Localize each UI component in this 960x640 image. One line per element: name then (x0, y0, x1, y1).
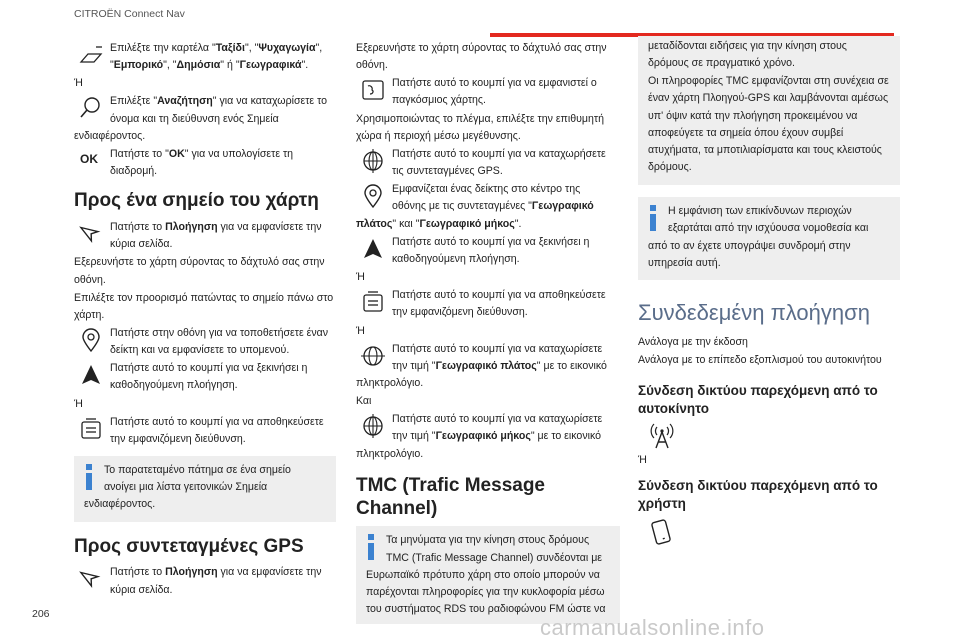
paragraph: Ανάλογα με την έκδοση (638, 336, 748, 349)
column-3 (638, 40, 900, 548)
text: Πατήστε το " (110, 147, 169, 160)
instruction-row (74, 40, 336, 74)
text: όνομα και τη διεύθυνση ενός Σημεία (110, 112, 279, 125)
text: Η εμφάνιση των επικίνδυνων περιοχών (668, 205, 852, 218)
text: εξαρτάται από την ισχύουσα νομοθεσία και (668, 222, 869, 235)
text: την τιμή " (392, 430, 436, 443)
map-edit-icon (78, 42, 104, 68)
text: παγκόσμιος χάρτης. (392, 94, 486, 107)
text: οθόνης με τις συντεταγμένες " (392, 200, 532, 213)
column-2 (356, 40, 620, 632)
text: Πατήστε αυτό το κουμπί για να καταχωρίσετε (392, 342, 603, 355)
save-icon (78, 416, 104, 442)
text: " με το εικονικό (536, 359, 607, 372)
info-icon (650, 205, 656, 231)
text: Το παρατεταμένο πάτημα σε ένα σημείο (104, 464, 291, 477)
location-pin-icon (78, 327, 104, 353)
ok-icon: OK (80, 151, 98, 166)
text: Πατήστε στην οθόνη για να τοποθετήσετε έναν δείκτη και να εμφανίσετε το υπομενού. (110, 326, 329, 357)
paragraph: Οι πληροφορίες TMC εμφανίζονται στη συνέχεια σε έναν χάρτη Πλοηγού-GPS και λαμβάνονται αμέσως υπ' όψιν κατά την πλοήγηση προκειμένου να αποφεύγετε τα σημεία όπου έχουν συμβεί ατυχήματα, τα μποτιλιαρίσματα και τους κλειστούς δρόμους. (648, 75, 889, 174)
instruction-row (74, 414, 336, 448)
text: " με το εικονικό (530, 430, 602, 443)
instruction-row (356, 181, 620, 232)
button-name: Αναζήτηση (157, 95, 213, 108)
text: Εμφανίζεται ένας δείκτης στο κέντρο της (392, 183, 581, 196)
text: Επιλέξτε " (110, 95, 158, 108)
paragraph: Επιλέξτε τον προορισμό πατώντας το σημείο πάνω στο χάρτη. (74, 291, 334, 321)
paragraph: Εξερευνήστε το χάρτη σύροντας το δάχτυλό σας στην οθόνη. (74, 256, 325, 286)
text: ", " (244, 42, 259, 54)
instruction-row (356, 341, 620, 392)
field-name: Γεωγραφικό μήκος (435, 430, 531, 443)
paragraph: Χρησιμοποιώντας το πλέγμα, επιλέξτε την επιθυμητή χώρα ή περιοχή μέσω μεγέθυνσης. (356, 112, 604, 142)
text: ενδιαφέροντος. (74, 129, 146, 142)
info-box (638, 197, 900, 280)
start-navigation-icon (78, 362, 104, 388)
tab-name: Εμπορικό (113, 59, 164, 72)
button-name: Πλοήγηση (165, 566, 218, 579)
text: του συστήματος RDS του ραδιοφώνου FM ώστε να (366, 602, 606, 615)
field-name: Γεωγραφικό πλάτος (435, 359, 537, 372)
or-label: Ή (356, 324, 365, 337)
or-label: Ή (74, 397, 83, 410)
or-label: Ή (74, 77, 83, 90)
search-icon (78, 95, 104, 121)
location-pin-icon (360, 183, 386, 209)
info-box-continued (638, 36, 900, 185)
text: υπηρεσία αυτή. (648, 256, 721, 269)
instruction-row (74, 93, 336, 144)
text: " και " (392, 217, 420, 230)
text: παρέχονται πληροφορίες για την κυκλοφορία μέσω (366, 585, 605, 598)
antenna-icon (648, 422, 676, 450)
text: " για να καταχωρίσετε το (212, 95, 327, 108)
start-navigation-icon (360, 236, 386, 262)
text: Πατήστε αυτό το κουμπί για να ξεκινήσει η καθοδηγούμενη πλοήγηση. (110, 362, 308, 392)
section-heading: Προς συντεταγμένες GPS (74, 535, 304, 557)
text: Τα μηνύματα για την κίνηση στους δρόμους (386, 534, 590, 547)
text: από το αν έχετε υπογράψει συνδρομή στην (648, 239, 851, 252)
instruction-row (356, 234, 620, 268)
text: Ευρωπαϊκό πρότυπο χάρη στο οποίο μπορούν να (366, 568, 600, 581)
field-name: Γεωγραφικό (531, 200, 594, 213)
subsection-heading: Σύνδεση δικτύου παρεχόμενη από το αυτοκίνητο (638, 382, 878, 416)
section-heading: TMC (Trafic Message Channel) (356, 474, 545, 519)
column-1 (74, 40, 336, 600)
instruction-row (356, 75, 620, 109)
button-name: OK (168, 147, 185, 160)
button-name: Πλοήγηση (165, 221, 218, 234)
text: για να εμφανίσετε την κύρια σελίδα. (110, 566, 322, 596)
paragraph: μεταδίδονται ειδήσεις για την κίνηση στους δρόμους σε πραγματικό χρόνο. (648, 40, 847, 70)
text: " ή " (220, 59, 240, 72)
text: " για να υπολογίσετε τη διαδρομή. (110, 147, 294, 178)
navigation-icon (78, 221, 104, 247)
text: Πατήστε το (110, 221, 166, 234)
smartphone-icon (648, 518, 676, 546)
text: Πατήστε αυτό το κουμπί για να εμφανιστεί ο (392, 77, 597, 90)
text: πληκτρολόγιο. (356, 376, 424, 389)
instruction-row (74, 360, 336, 394)
paragraph: Εξερευνήστε το χάρτη σύροντας το δάχτυλό σας στην οθόνη. (356, 42, 607, 72)
subsection-heading: Σύνδεση δικτύου παρεχόμενη από το χρήστη (638, 478, 878, 512)
instruction-row (356, 146, 620, 180)
instruction-row (74, 325, 336, 359)
globe-icon (360, 343, 386, 369)
text: Πατήστε αυτό το κουμπί για να καταχωρήσετε τις συντεταγμένες GPS. (392, 147, 606, 178)
text: ενδιαφέροντος. (84, 498, 156, 511)
text: πληκτρολόγιο. (356, 447, 424, 460)
or-label: Ή (356, 271, 365, 284)
field-name: πλάτος (356, 217, 393, 230)
instruction-row (74, 564, 336, 598)
text: Πατήστε αυτό το κουμπί για να αποθηκεύσετε την εμφανιζόμενη διεύθυνση. (110, 415, 324, 445)
watermark: carmanualsonline.info (540, 615, 765, 640)
text: την τιμή " (392, 359, 436, 372)
tab-name: Δημόσια (176, 59, 221, 72)
and-label: Και (356, 395, 372, 408)
navigation-icon (78, 566, 104, 592)
paragraph: Ανάλογα με το επίπεδο εξοπλισμού του αυτοκινήτου (638, 354, 882, 367)
info-box (74, 456, 336, 521)
text: Πατήστε αυτό το κουμπί για να καταχωρίσετε (392, 413, 603, 426)
section-heading: Συνδεδεμένη πλοήγηση (638, 299, 870, 325)
text: για να εμφανίσετε την κύρια σελίδα. (110, 221, 322, 251)
text: Πατήστε αυτό το κουμπί για να ξεκινήσει η καθοδηγούμενη πλοήγηση. (392, 235, 590, 265)
tab-name: Ψυχαγωγία (258, 42, 316, 54)
instruction-row (356, 411, 620, 462)
text: TMC (Trafic Message Channel) συνδέονται με (386, 551, 603, 564)
world-map-icon (360, 77, 386, 103)
text: ". (514, 217, 522, 230)
tab-name: Ταξίδι (215, 42, 245, 54)
text: ", " (110, 42, 323, 72)
text: Πατήστε αυτό το κουμπί για να αποθηκεύσετε την εμφανιζόμενη διεύθυνση. (392, 289, 606, 319)
instruction-row (74, 146, 336, 180)
save-icon (360, 289, 386, 315)
globe-icon (360, 413, 386, 439)
text: ". (301, 59, 309, 72)
tab-name: Γεωγραφικά (239, 59, 302, 72)
text: Πατήστε το (110, 566, 166, 579)
page-number: 206 (32, 608, 50, 620)
field-name: Γεωγραφικό μήκος (419, 217, 515, 230)
or-label: Ή (638, 454, 647, 467)
text: ανοίγει μια λίστα γειτονικών Σημεία (104, 481, 268, 494)
instruction-row (356, 287, 620, 321)
text: Επιλέξτε την καρτέλα " (110, 42, 216, 54)
section-heading: Προς ένα σημείο του χάρτη (74, 190, 319, 212)
page-header-title: CITROËN Connect Nav (74, 8, 185, 20)
globe-icon (360, 148, 386, 174)
info-icon (86, 464, 92, 490)
info-icon (368, 534, 374, 560)
text: ", " (163, 59, 177, 72)
instruction-row (74, 219, 336, 253)
